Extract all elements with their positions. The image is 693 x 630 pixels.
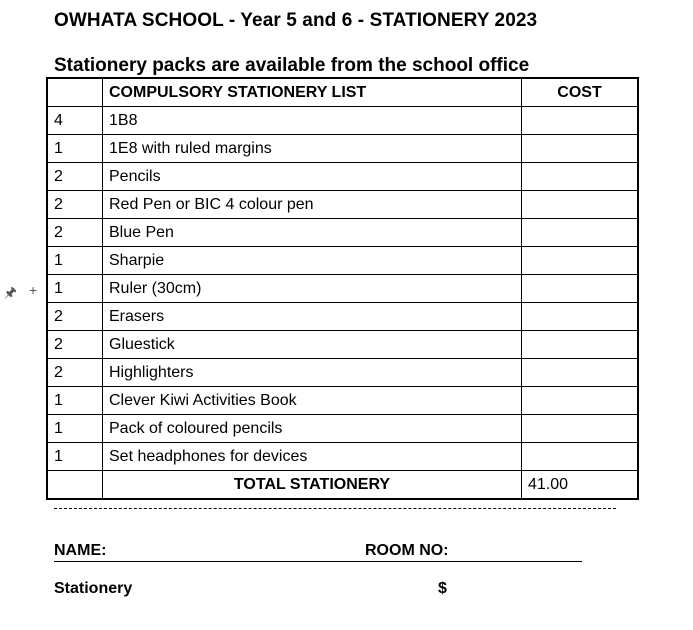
item-cell: Ruler (30cm) bbox=[103, 275, 522, 303]
total-cost-cell: 41.00 bbox=[522, 471, 639, 500]
qty-cell: 1 bbox=[47, 387, 103, 415]
cost-cell bbox=[522, 415, 639, 443]
room-no-label: ROOM NO: bbox=[365, 542, 449, 559]
total-row bbox=[47, 471, 638, 500]
cost-cell bbox=[522, 443, 639, 471]
stationery-table bbox=[46, 77, 639, 500]
pin-icon[interactable]: 🖈 bbox=[4, 284, 17, 300]
cost-cell bbox=[522, 163, 639, 191]
item-cell: Erasers bbox=[103, 303, 522, 331]
qty-cell: 4 bbox=[47, 107, 103, 135]
header-list-cell: COMPULSORY STATIONERY LIST bbox=[103, 78, 522, 107]
dollar-label: $ bbox=[438, 580, 447, 597]
qty-cell: 2 bbox=[47, 303, 103, 331]
table-row bbox=[47, 415, 638, 443]
cost-cell bbox=[522, 275, 639, 303]
item-cell: Sharpie bbox=[103, 247, 522, 275]
cost-cell bbox=[522, 359, 639, 387]
item-cell: Clever Kiwi Activities Book bbox=[103, 387, 522, 415]
table-anchor-controls bbox=[4, 282, 37, 306]
item-cell: Gluestick bbox=[103, 331, 522, 359]
cost-cell bbox=[522, 191, 639, 219]
table-row bbox=[47, 443, 638, 471]
qty-cell: 1 bbox=[47, 415, 103, 443]
table-row bbox=[47, 275, 638, 303]
table-row bbox=[47, 247, 638, 275]
cost-cell bbox=[522, 135, 639, 163]
plus-icon[interactable]: + bbox=[28, 282, 38, 298]
table-header-row bbox=[47, 78, 638, 107]
qty-cell: 2 bbox=[47, 331, 103, 359]
cut-line-divider bbox=[54, 508, 616, 509]
item-cell: Blue Pen bbox=[103, 219, 522, 247]
qty-cell: 1 bbox=[47, 247, 103, 275]
item-cell: Highlighters bbox=[103, 359, 522, 387]
qty-cell: 2 bbox=[47, 219, 103, 247]
qty-cell: 1 bbox=[47, 135, 103, 163]
cost-cell bbox=[522, 107, 639, 135]
item-cell: Red Pen or BIC 4 colour pen bbox=[103, 191, 522, 219]
table-row bbox=[47, 359, 638, 387]
item-cell: 1E8 with ruled margins bbox=[103, 135, 522, 163]
table-row bbox=[47, 303, 638, 331]
header-qty-cell bbox=[47, 78, 103, 107]
table-row bbox=[47, 331, 638, 359]
table-row bbox=[47, 107, 638, 135]
cost-cell bbox=[522, 331, 639, 359]
cost-cell bbox=[522, 247, 639, 275]
document-title: OWHATA SCHOOL - Year 5 and 6 - STATIONERY 2023 bbox=[54, 10, 538, 31]
cost-cell bbox=[522, 219, 639, 247]
item-cell: Pencils bbox=[103, 163, 522, 191]
document-subtitle: Stationery packs are available from the school office bbox=[54, 55, 530, 76]
name-label: NAME: bbox=[54, 542, 107, 559]
stationery-label: Stationery bbox=[54, 580, 133, 597]
qty-cell: 2 bbox=[47, 163, 103, 191]
qty-cell: 2 bbox=[47, 191, 103, 219]
item-cell: Pack of coloured pencils bbox=[103, 415, 522, 443]
table-row bbox=[47, 163, 638, 191]
qty-cell: 2 bbox=[47, 359, 103, 387]
total-label-cell: TOTAL STATIONERY bbox=[103, 471, 522, 500]
item-cell: Set headphones for devices bbox=[103, 443, 522, 471]
table-row bbox=[47, 191, 638, 219]
table-row bbox=[47, 387, 638, 415]
qty-cell: 1 bbox=[47, 443, 103, 471]
qty-cell: 1 bbox=[47, 275, 103, 303]
cost-cell bbox=[522, 387, 639, 415]
header-cost-cell: COST bbox=[522, 78, 639, 107]
table-row bbox=[47, 219, 638, 247]
name-room-underline bbox=[54, 561, 582, 562]
table-row bbox=[47, 135, 638, 163]
item-cell: 1B8 bbox=[103, 107, 522, 135]
total-qty-cell bbox=[47, 471, 103, 500]
cost-cell bbox=[522, 303, 639, 331]
